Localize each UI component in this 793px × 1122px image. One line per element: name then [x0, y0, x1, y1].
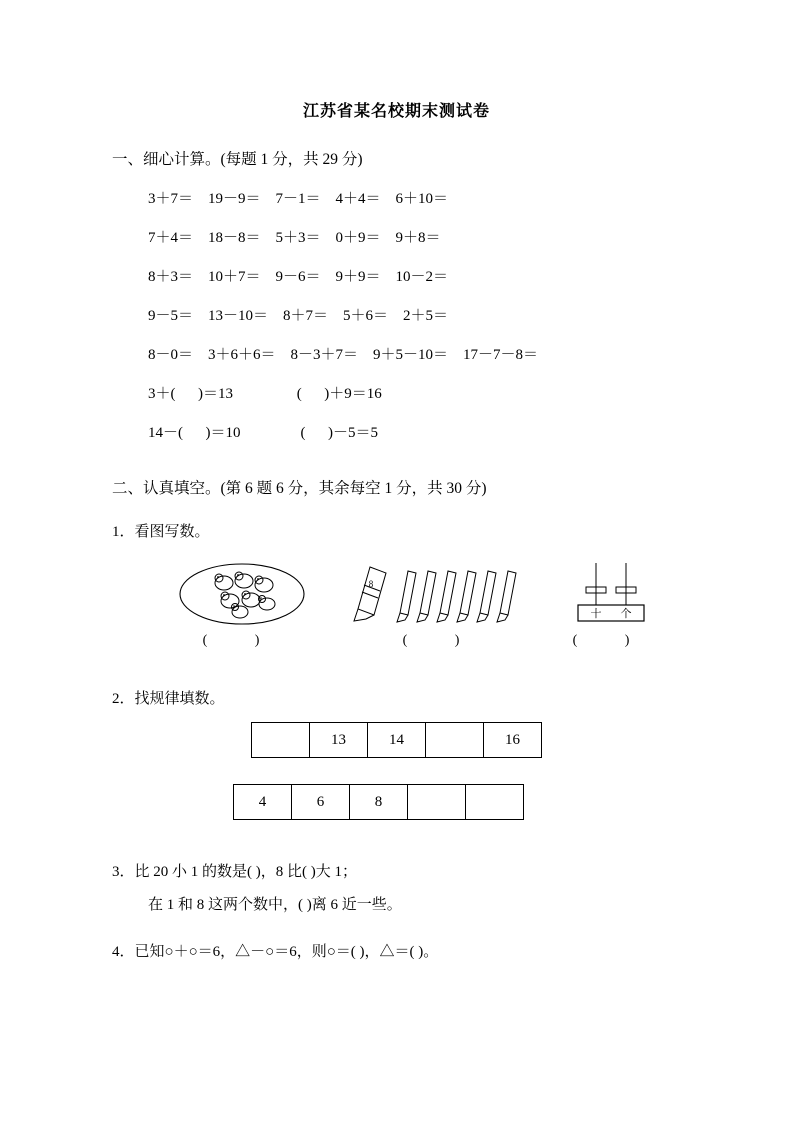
svg-text:个: 个 [620, 608, 632, 620]
question-1-figures [112, 559, 692, 659]
question-4-line-1: 已知○＋○＝6，△－○＝6，则○＝( )，△＝( )。 [134, 944, 439, 960]
grid-cell[interactable]: 13 [310, 723, 368, 758]
calc-row: 8－0＝ 3＋6＋6＝ 8－3＋7＝ 9＋5－10＝ 17－7－8＝ [148, 347, 539, 363]
table-row [252, 723, 542, 758]
question-1-answer-3: ( ) [572, 633, 652, 648]
calc-row: 3＋7＝ 19－9＝ 7－1＝ 4＋4＝ 6＋10＝ [148, 191, 449, 207]
question-1-answer-2: ( ) [402, 633, 482, 648]
question-4-number: 4． [112, 944, 135, 960]
grid-cell[interactable]: 14 [368, 723, 426, 758]
question-3-number: 3． [112, 864, 135, 880]
question-3 [112, 860, 793, 881]
question-3-line-1: 比 20 小 1 的数是( )，8 比( )大 1； [134, 864, 357, 880]
question-1-answer-1: ( ) [202, 633, 282, 648]
grid-cell[interactable] [252, 723, 310, 758]
grid-cell[interactable] [408, 785, 466, 820]
fill-in-row: 14－( )＝10 ( )－5＝5 [148, 425, 378, 441]
page-title: 江苏省某名校期末测试卷 [302, 103, 490, 120]
section-heading-1: 一、细心计算。(每题 1 分，共 29 分) [112, 151, 363, 168]
figure-chicks [172, 559, 312, 649]
question-2-grid-2-wrap [0, 784, 793, 820]
number-grid-2 [233, 784, 524, 820]
calc-row: 9－5＝ 13－10＝ 8＋7＝ 5＋6＝ 2＋5＝ [148, 308, 449, 324]
question-3-line-2: 在 1 和 8 这两个数中，( )离 6 近一些。 [148, 897, 402, 913]
grid-cell[interactable]: 8 [350, 785, 408, 820]
svg-text:8: 8 [368, 579, 374, 589]
svg-text:十: 十 [590, 608, 602, 620]
question-2-number: 2． [112, 691, 135, 707]
grid-cell[interactable]: 6 [292, 785, 350, 820]
figure-abacus [564, 559, 660, 649]
chicks-drawing [172, 559, 312, 629]
calc-row: 8＋3＝ 10＋7＝ 9－6＝ 9＋9＝ 10－2＝ [148, 269, 449, 285]
pencils-drawing [352, 559, 532, 629]
number-grid-1 [251, 722, 542, 758]
table-row [234, 785, 524, 820]
question-4 [112, 940, 793, 961]
question-2-text: 找规律填数。 [134, 691, 225, 707]
question-1-number: 1． [112, 524, 135, 540]
grid-cell[interactable]: 16 [484, 723, 542, 758]
grid-cell[interactable]: 4 [234, 785, 292, 820]
abacus-drawing [564, 559, 660, 629]
question-2-grid-1-wrap [0, 722, 793, 758]
grid-cell[interactable] [426, 723, 484, 758]
fill-in-row: 3＋( )＝13 ( )＋9＝16 [148, 386, 382, 402]
question-1-text: 看图写数。 [134, 524, 210, 540]
figure-pencils [352, 559, 532, 649]
grid-cell[interactable] [466, 785, 524, 820]
section-heading-2: 二、认真填空。(第 6 题 6 分，其余每空 1 分，共 30 分) [112, 480, 487, 497]
calc-row: 7＋4＝ 18－8＝ 5＋3＝ 0＋9＝ 9＋8＝ [148, 230, 441, 246]
question-1 [112, 520, 793, 541]
question-2 [112, 687, 793, 708]
